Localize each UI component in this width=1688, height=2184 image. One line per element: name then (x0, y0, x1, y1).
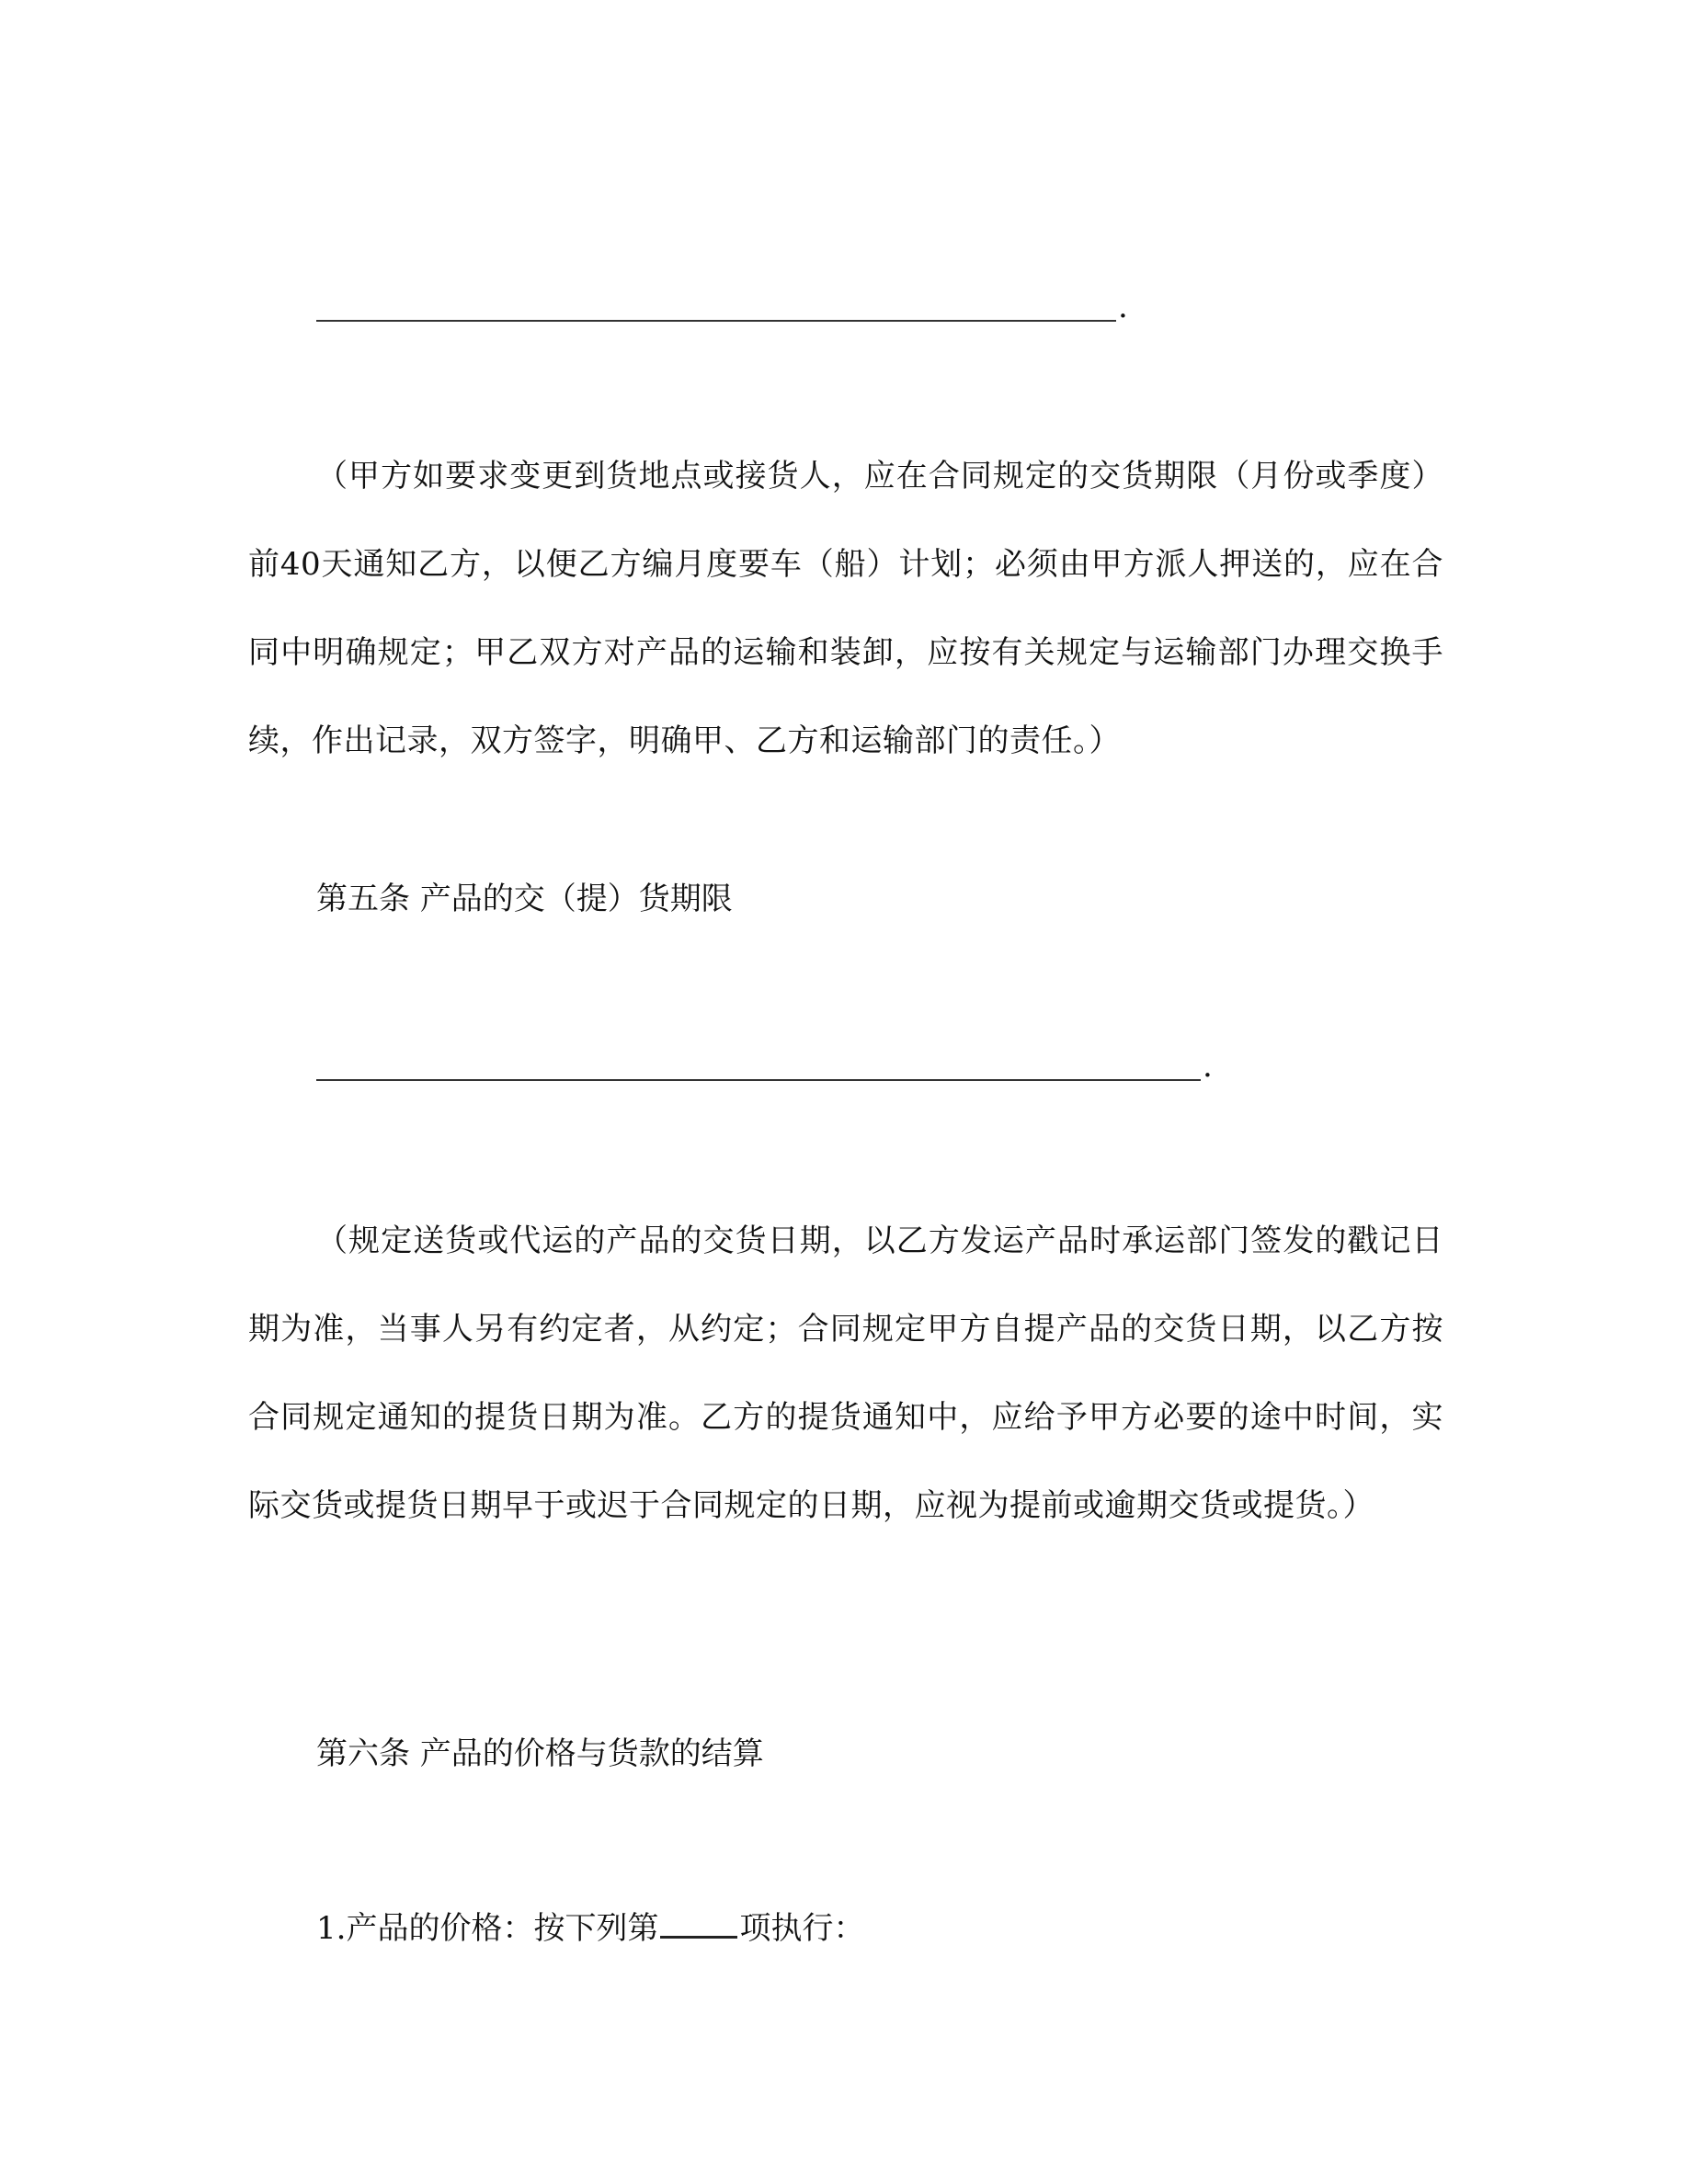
article-5-heading: 第五条 产品的交（提）货期限 (316, 881, 733, 917)
price-clause-prefix: 1.产品的价格：按下列第 (316, 1910, 659, 1947)
fill-in-blank-line-1 (316, 287, 1116, 322)
price-clause-suffix: 项执行： (739, 1910, 865, 1947)
price-clause-item-1 (316, 1905, 864, 1949)
article-6-heading: 第六条 产品的价格与货款的结算 (316, 1735, 764, 1772)
note-paragraph-delivery-change: （甲方如要求变更到货地点或接货人，应在合同规定的交货期限（月份或季度）前40天通知乙方，以便乙方编月度要车（船）计划；必须由甲方派人押送的，应在合同中明确规定；甲乙双方对产品的运输和装卸，应按有关规定与运输部门办理交换手续，作出记录，双方签字，明确甲、乙方和运输部门的责任。） (248, 458, 1443, 759)
note-paragraph-delivery-date: （规定送货或代运的产品的交货日期，以乙方发运产品时承运部门签发的戳记日期为准，当事人另有约定者，从约定；合同规定甲方自提产品的交货日期，以乙方按合同规定通知的提货日期为准。乙方的提货通知中，应给予甲方必要的途中时间，实际交货或提货日期早于或迟于合同规定的日期，应视为提前或逾期交货或提货。） (248, 1223, 1443, 1524)
blank-line-2-period: . (1203, 1048, 1213, 1085)
blank-line-1-period: . (1118, 289, 1128, 325)
price-option-blank (660, 1905, 737, 1939)
fill-in-blank-line-2 (316, 1046, 1201, 1081)
